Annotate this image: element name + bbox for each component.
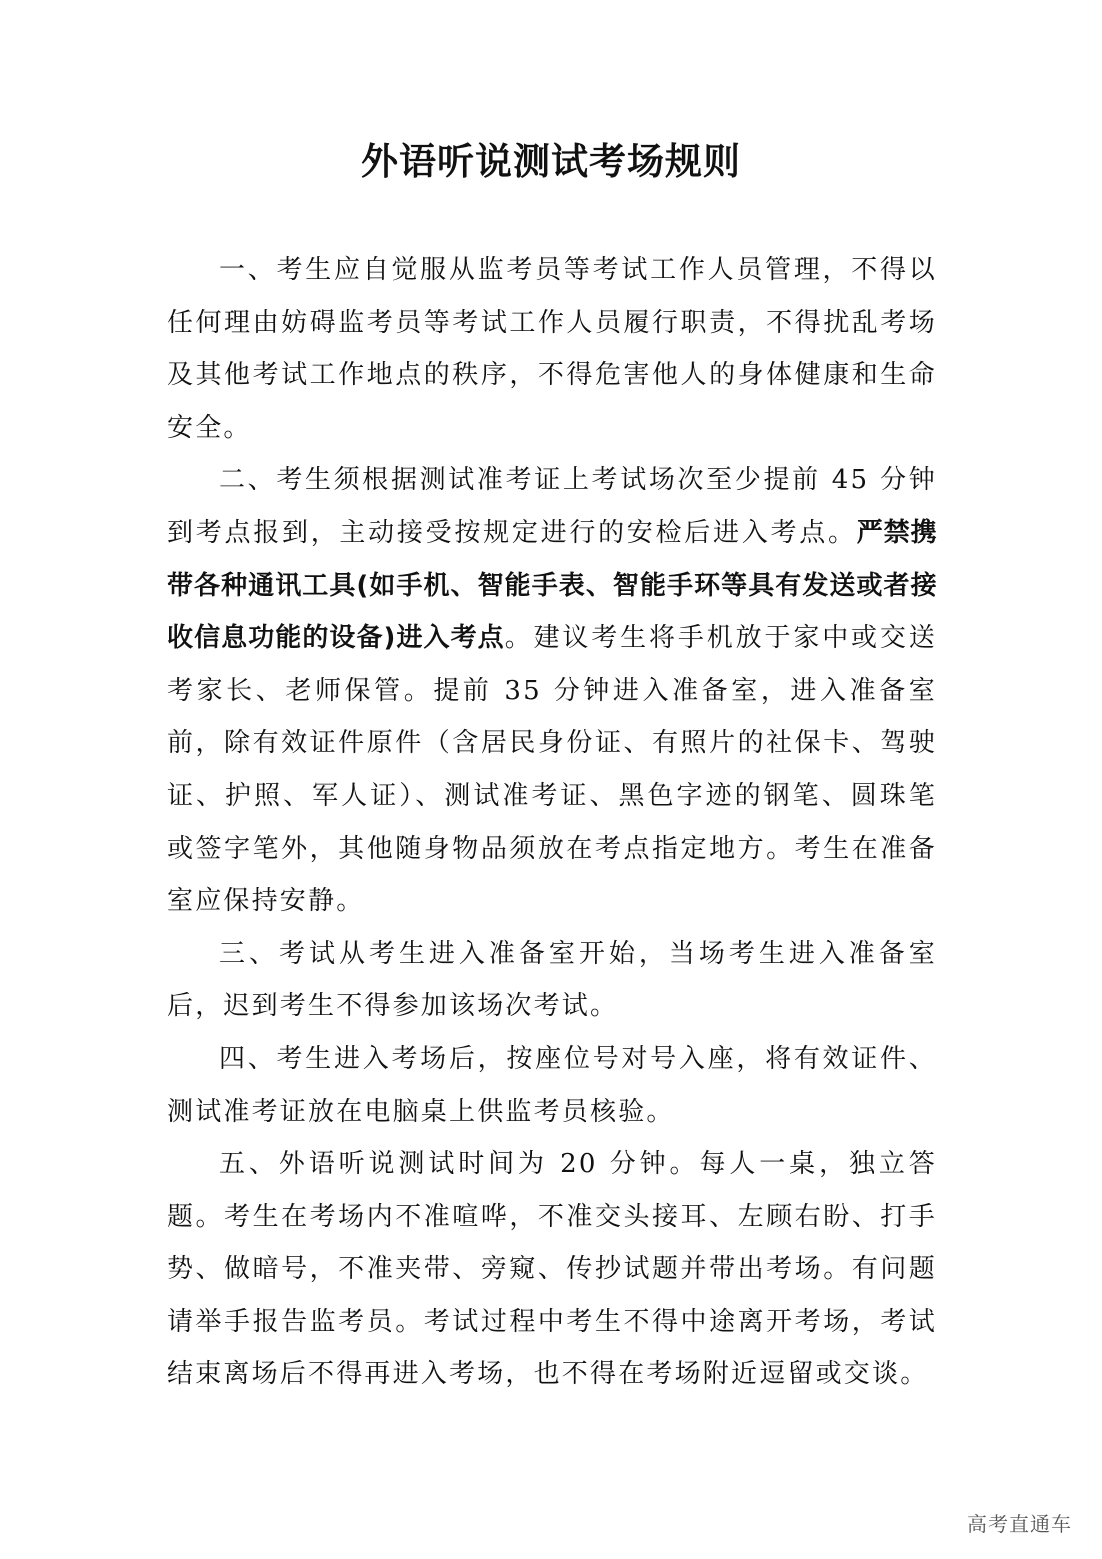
rule-paragraph-5 [167, 1138, 937, 1401]
rule-paragraph-2 [167, 454, 937, 927]
rule-paragraph-1 [167, 244, 937, 454]
rule-3-text: 三、考试从考生进入准备室开始，当场考生进入准备室后，迟到考生不得参加该场次考试。 [167, 938, 937, 1022]
rule-2-bold-warning: 严禁携带各种通讯工具(如手机、智能手表、智能手环等具有发送或者接收信息功能的设备)进入考点 [167, 517, 937, 654]
rule-paragraph-3 [167, 928, 937, 1033]
rule-paragraph-4 [167, 1033, 937, 1138]
rule-2-text-start: 二、考生须根据测试准考证上考试场次至少提前 45 分钟到考点报到，主动接受按规定进行的安检后进入考点。 [167, 465, 937, 548]
rule-2-text-end: 。建议考生将手机放于家中或交送考家长、老师保管。提前 35 分钟进入准备室，进入准备室前，除有效证件原件（含居民身份证、有照片的社保卡、驾驶证、护照、军人证）、测试准考证、黑色字迹的钢笔、圆珠笔或签字笔外，其他随身物品须放在考点指定地方。考生在准备室应保持安静。 [167, 623, 937, 917]
watermark-text: 高考直通车 [967, 1512, 1072, 1536]
rules-body [167, 244, 937, 1401]
rule-1-text: 一、考生应自觉服从监考员等考试工作人员管理，不得以任何理由妨碍监考员等考试工作人员履行职责，不得扰乱考场及其他考试工作地点的秩序，不得危害他人的身体健康和生命安全。 [167, 255, 937, 443]
rule-5-text: 五、外语听说测试时间为 20 分钟。每人一桌，独立答题。考生在考场内不准喧哗，不准交头接耳、左顾右盼、打手势、做暗号，不准夹带、旁窥、传抄试题并带出考场。有问题请举手报告监考员。考试过程中考生不得中途离开考场，考试结束离场后不得再进入考场，也不得在考场附近逗留或交谈。 [167, 1149, 937, 1390]
rule-4-text: 四、考生进入考场后，按座位号对号入座，将有效证件、测试准考证放在电脑桌上供监考员核验。 [167, 1043, 937, 1127]
page-title: 外语听说测试考场规则 [361, 139, 741, 183]
